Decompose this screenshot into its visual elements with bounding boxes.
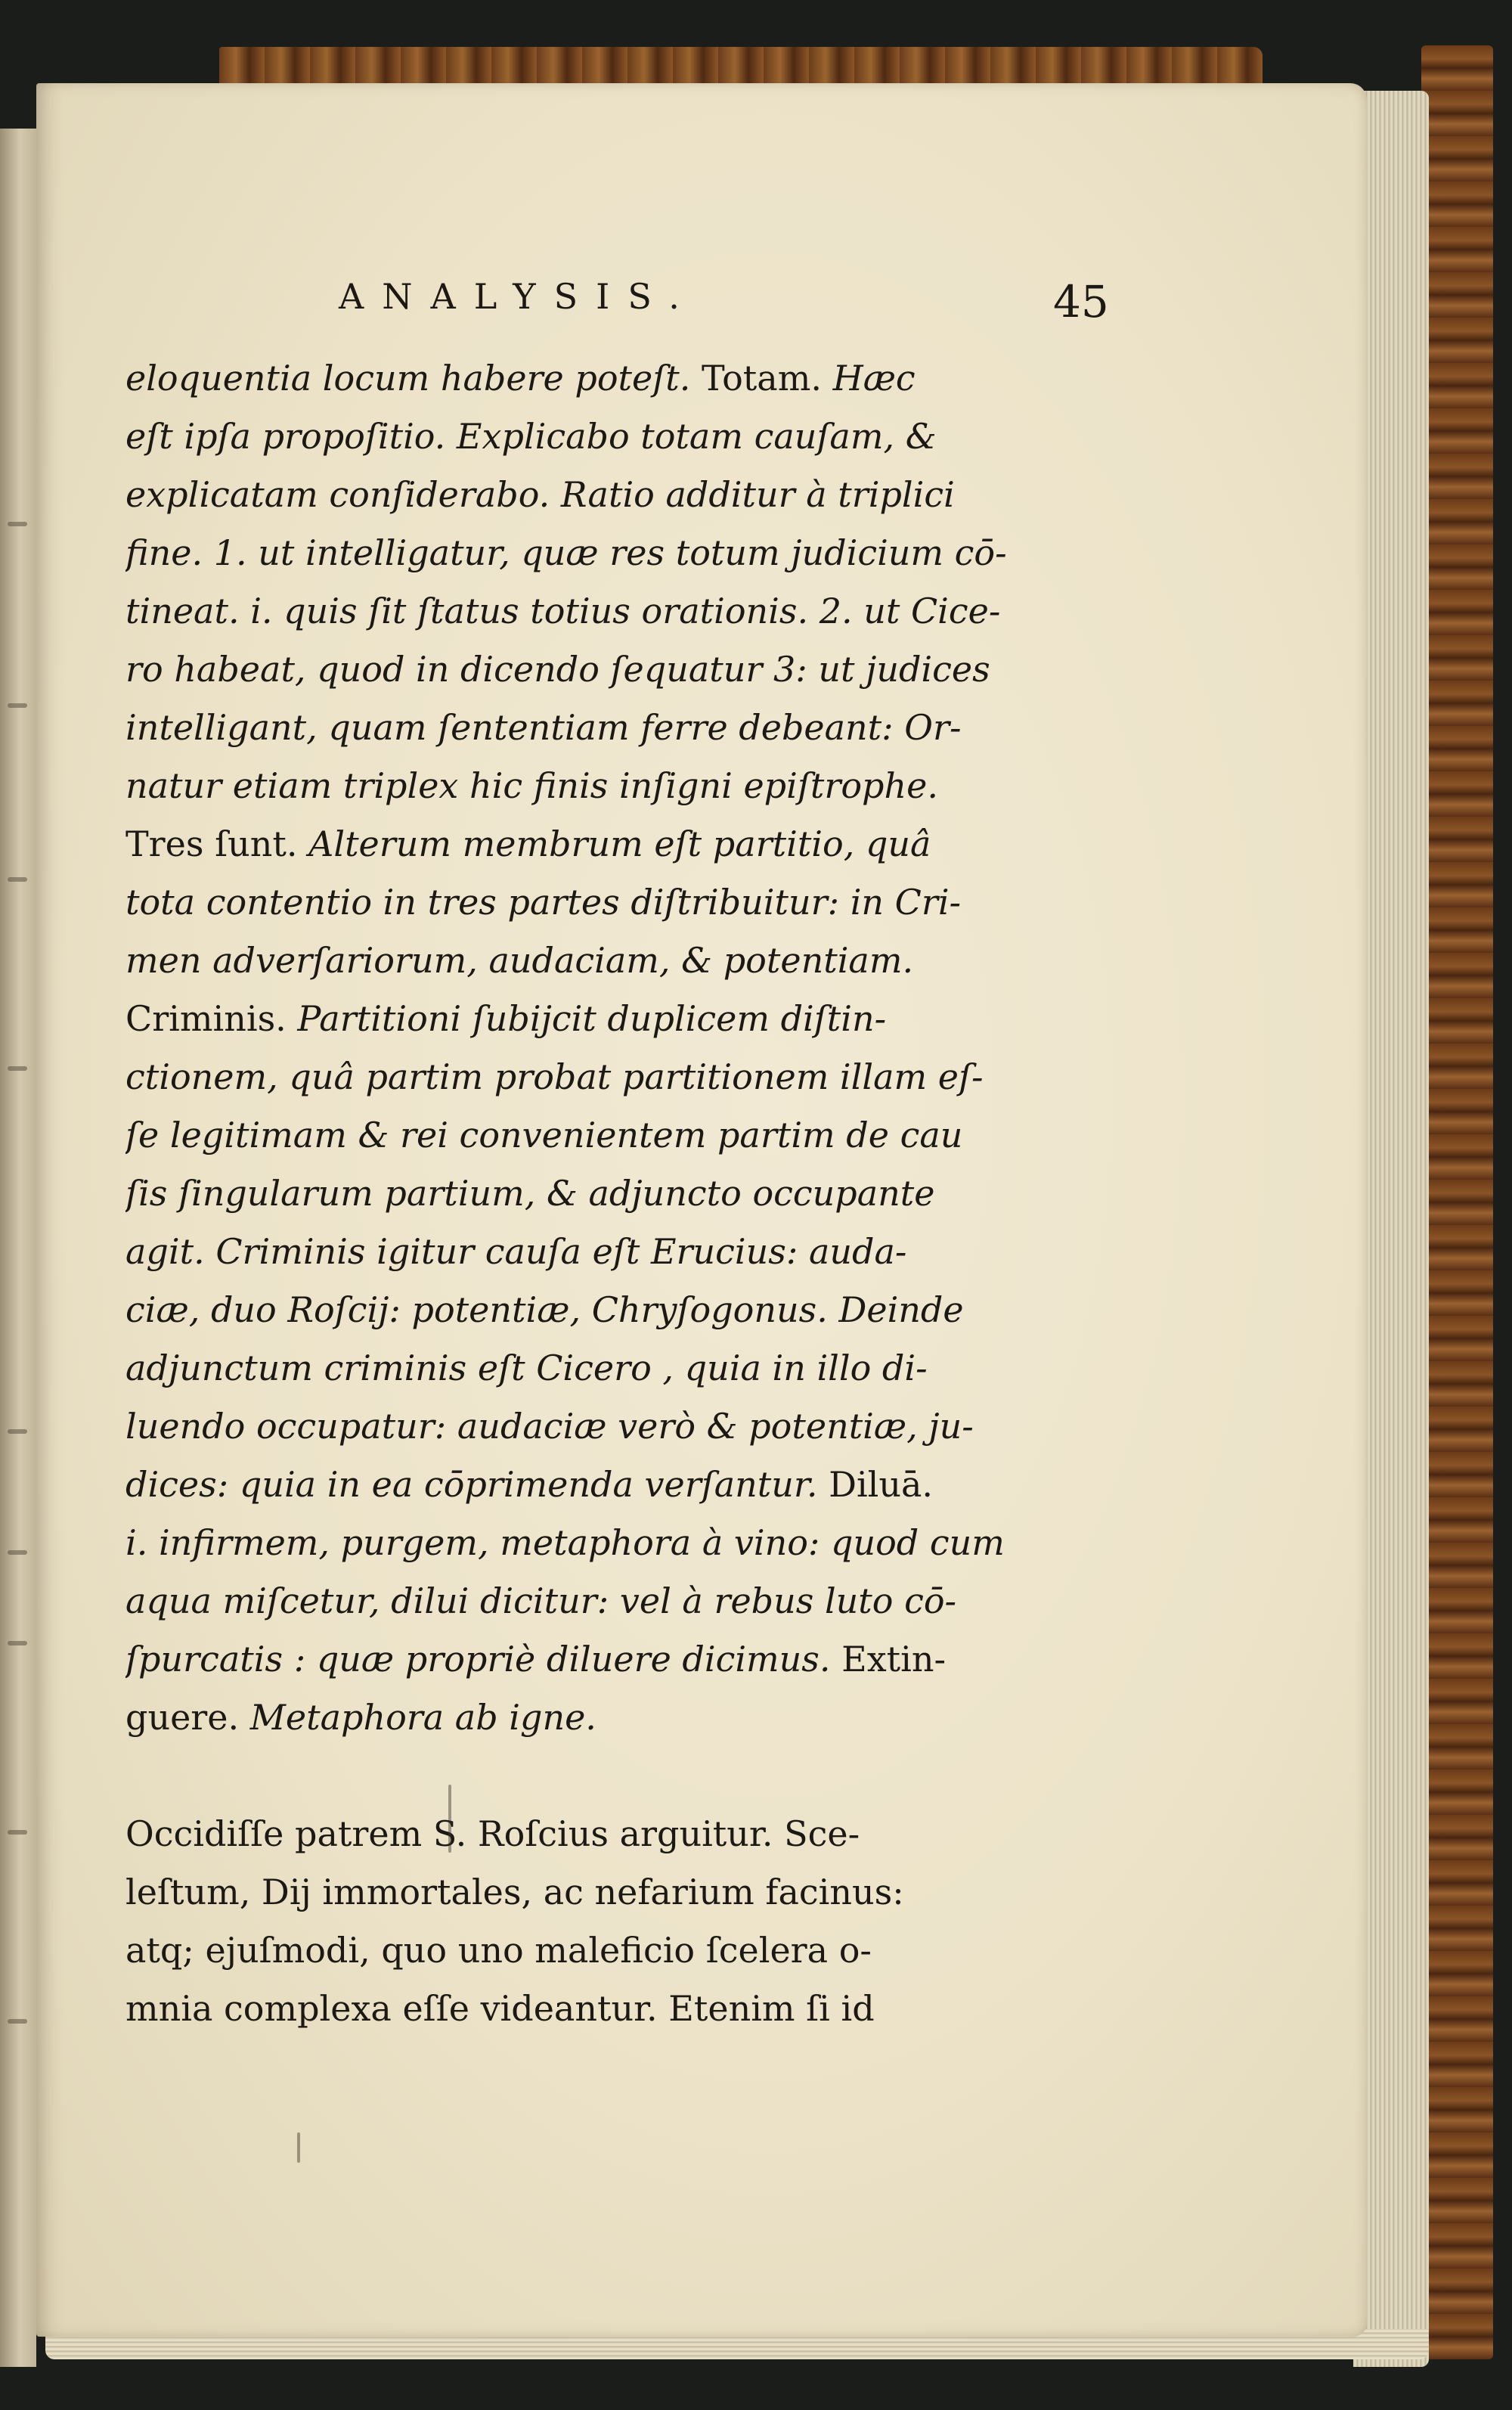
margin-mark <box>8 877 27 882</box>
margin-mark <box>8 1830 27 1835</box>
text-line <box>125 1571 1123 1631</box>
text-line <box>125 814 1123 874</box>
text-line <box>125 639 1123 699</box>
italic-run: agit. Criminis igitur cauſa eſt Erucius: auda- <box>125 1231 907 1272</box>
italic-run: ciæ, duo Roſcij: potentiæ, Chryſogonus. Deinde <box>125 1289 964 1330</box>
running-head: ANALYSIS. <box>339 276 698 317</box>
roman-run: Occidiſſe patrem S. Roſcius arguitur. Sce- <box>125 1813 860 1854</box>
italic-run: aqua miſcetur, dilui dicitur: vel à rebus luto cō- <box>125 1580 957 1621</box>
text-line <box>125 930 1123 991</box>
ink-mark <box>448 1785 451 1853</box>
text-line <box>125 1338 1123 1398</box>
leather-cover-right <box>1421 45 1493 2359</box>
page-number: 45 <box>1053 276 1109 327</box>
text-line <box>125 1279 1123 1340</box>
text-line <box>125 697 1123 758</box>
italic-run: ro habeat, quod in dicendo ſequatur 3: ut judices <box>125 649 990 690</box>
italic-run: eloquentia locum habere poteſt. <box>125 358 691 399</box>
roman-run: mnia complexa eſſe videantur. Etenim ſi id <box>125 1988 875 2029</box>
text-line <box>125 348 1123 408</box>
roman-run: Tres ſunt. <box>125 823 309 864</box>
italic-run: Partitioni ſubijcit duplicem diſtin- <box>297 998 887 1039</box>
margin-mark <box>8 1550 27 1555</box>
margin-mark <box>8 2019 27 2024</box>
italic-run: Alterum membrum eſt partitio, quâ <box>308 823 931 864</box>
text-line <box>125 1047 1123 1107</box>
ink-mark <box>297 2132 300 2163</box>
italic-run: natur etiam triplex hic finis inſigni epiſtrophe. <box>125 765 938 806</box>
roman-run: guere. <box>125 1697 250 1738</box>
text-line <box>125 1629 1123 1689</box>
text-line <box>125 1163 1123 1224</box>
italic-run: ſpurcatis : quæ propriè diluere dicimus. <box>125 1639 842 1680</box>
text-line <box>125 1745 1123 1806</box>
italic-run: tineat. i. quis ſit ſtatus totius orationis. 2. ut Cice- <box>125 591 1001 631</box>
italic-run: ctionem, quâ partim probat partitionem illam eſ- <box>125 1056 984 1097</box>
italic-run: ſe legitimam & rei convenientem partim de cau <box>125 1115 963 1155</box>
roman-run: Diluā. <box>829 1464 934 1505</box>
text-line <box>125 872 1123 932</box>
italic-run: luendo occupatur: audaciæ verò & potentiæ, ju- <box>125 1406 974 1447</box>
italic-run: fine. 1. ut intelligatur, quæ res totum judicium cō- <box>125 532 1007 573</box>
italic-run: adjunctum criminis eſt Cicero , quia in illo di- <box>125 1348 928 1388</box>
roman-run: Extin- <box>841 1639 947 1680</box>
italic-run: ſis ſingularum partium, & adjuncto occupante <box>125 1173 935 1214</box>
margin-mark <box>8 1641 27 1645</box>
italic-run: Metaphora ab igne. <box>249 1697 596 1738</box>
italic-run: men adverſariorum, audaciam, & potentiam. <box>125 940 914 981</box>
italic-run: eſt ipſa propoſitio. Explicabo totam cauſam, & <box>125 416 937 457</box>
text-line <box>125 1862 1123 1922</box>
margin-mark <box>8 1429 27 1434</box>
text-line <box>125 1221 1123 1282</box>
book-page <box>36 83 1367 2337</box>
margin-mark <box>8 1066 27 1071</box>
facing-page-edge <box>0 129 36 2367</box>
text-line <box>125 1454 1123 1515</box>
text-line <box>125 1920 1123 1980</box>
text-line <box>125 1687 1123 1748</box>
italic-run: Hæc <box>832 358 916 399</box>
text-line <box>125 988 1123 1049</box>
margin-mark <box>8 522 27 526</box>
text-line <box>125 755 1123 816</box>
text-line <box>125 464 1123 525</box>
text-line <box>125 1804 1123 1864</box>
text-line <box>125 1396 1123 1456</box>
roman-run: Criminis. <box>125 998 298 1039</box>
roman-run: leſtum, Dij immortales, ac nefarium facinus: <box>125 1872 904 1912</box>
margin-mark <box>8 703 27 708</box>
text-line <box>125 1978 1123 2039</box>
italic-run: explicatam conſiderabo. Ratio additur à triplici <box>125 474 955 515</box>
roman-run: atq; ejuſmodi, quo uno maleficio ſcelera o- <box>125 1930 872 1971</box>
text-line <box>125 1512 1123 1573</box>
italic-run: intelligant, quam ſententiam ferre debeant: Or- <box>125 707 962 748</box>
text-line <box>125 1105 1123 1165</box>
italic-run: i. infirmem, purgem, metaphora à vino: quod cum <box>125 1522 1005 1563</box>
italic-run: tota contentio in tres partes diſtribuitur: in Cri- <box>125 882 962 923</box>
roman-run: Totam. <box>690 358 833 399</box>
italic-run: dices: quia in ea cōprimenda verſantur. <box>125 1464 829 1505</box>
text-line <box>125 581 1123 641</box>
text-line <box>125 406 1123 467</box>
text-line <box>125 523 1123 583</box>
